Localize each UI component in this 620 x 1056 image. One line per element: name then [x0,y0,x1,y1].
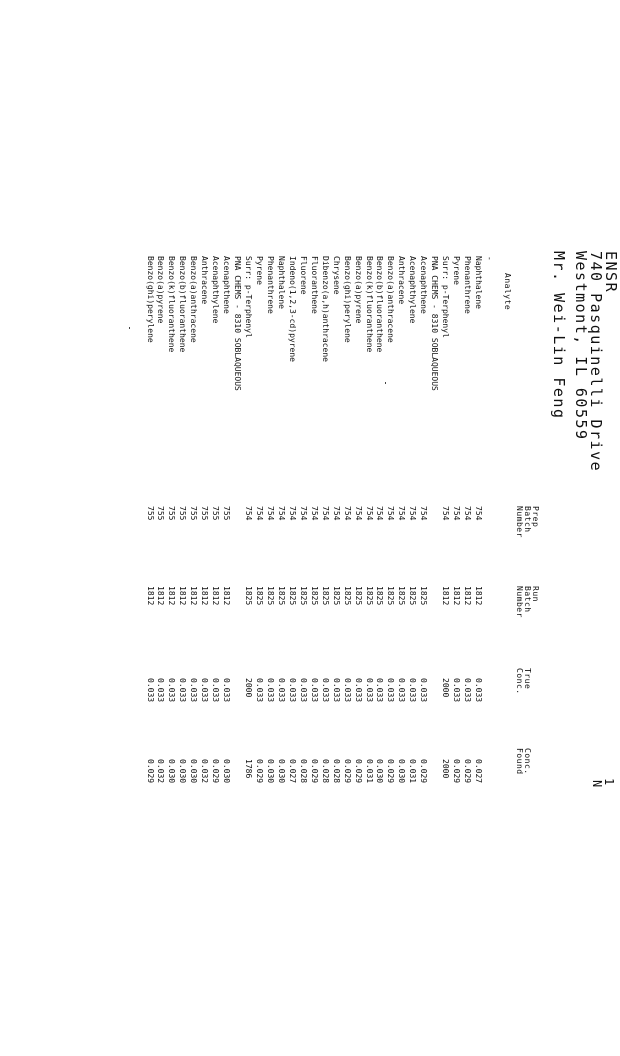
row-true-conc: 0.033 [189,678,199,703]
row-analyte: Anthracene [200,256,210,305]
row-conc-found: 0.029 [342,759,352,784]
table-row [221,256,231,1056]
row-prep-batch: 755 [167,506,177,521]
table-row [462,256,472,1056]
row-analyte: Pyrene [255,256,265,285]
row-conc-found: 2000 [441,759,451,779]
row-conc-found: 0.029 [211,759,221,784]
row-prep-batch: 754 [244,506,254,521]
row-prep-batch: 754 [408,506,418,521]
row-analyte: Benzo(ghi)perylene [342,256,352,343]
row-true-conc: 0.033 [287,678,297,703]
row-prep-batch: 754 [375,506,385,521]
table-row [232,256,242,1056]
header-run-line1: Run [531,586,540,602]
table-row [188,256,198,1056]
table-row [145,256,155,1056]
row-conc-found: 0.030 [266,759,275,784]
row-conc-found: 0.029 [452,759,462,784]
table-row [331,256,341,1056]
row-analyte: Acenaphthene [419,256,429,314]
row-analyte: Benzo(b)fluoranthene [178,256,188,353]
row-true-conc: 0.033 [364,678,374,703]
row-analyte: Dibenzo(a,h)anthracene [320,256,330,362]
row-true-conc: 0.033 [156,678,166,703]
row-run-batch: 1825 [342,586,352,606]
table-row [418,256,428,1056]
table-row [276,256,286,1056]
header-run-line2: Batch [523,586,532,613]
row-prep-batch: 754 [309,506,319,521]
row-run-batch: 1825 [255,586,265,606]
table-row [309,256,319,1056]
row-analyte: PNA CHEMS - 8310 SOBLAQUEOUS [233,256,243,391]
table-body [0,256,618,796]
row-conc-found: 1786 [244,759,254,779]
row-run-batch: 1825 [375,586,385,606]
row-conc-found: 0.027 [474,759,484,784]
row-conc-found: 0.032 [200,759,210,784]
table-row [440,256,450,1056]
row-run-batch: 1812 [156,586,166,606]
row-run-batch: 1812 [167,586,177,606]
row-true-conc: 0.033 [298,678,308,703]
row-conc-found: 0.028 [331,759,341,784]
row-run-batch: 1812 [145,586,155,606]
row-prep-batch: 754 [353,506,363,521]
row-conc-found: 0.030 [277,759,286,784]
table-row [298,256,308,1056]
row-prep-batch: 755 [189,506,199,521]
row-conc-found: 0.028 [320,759,330,784]
row-analyte: Benzo(a)anthracene [189,256,199,343]
row-prep-batch: 754 [277,506,286,521]
row-true-conc: 0.033 [309,678,319,703]
row-true-conc: 0.033 [474,678,484,703]
row-true-conc: 0.033 [178,678,188,703]
row-true-conc: 0.033 [331,678,341,703]
row-run-batch: 1825 [287,586,297,606]
row-conc-found: 0.027 [287,759,297,784]
company-name: ENSR [602,251,620,294]
row-conc-found: 0.029 [386,759,396,784]
row-run-batch: 1825 [309,586,319,606]
row-prep-batch: 754 [419,506,429,521]
row-prep-batch: 754 [463,506,473,521]
row-analyte: Benzo(ghi)perylene [145,256,155,343]
row-conc-found: 0.029 [255,759,265,784]
row-true-conc: 2000 [441,678,451,698]
scan-speck [129,327,130,329]
row-analyte: Benzo(k)fluoranthene [167,256,177,353]
row-run-batch: 1812 [222,586,232,606]
table-row [429,256,439,1056]
row-run-batch: 1825 [277,586,286,606]
recipient-name: Mr. Wei-Lin Feng [550,251,568,420]
row-run-batch: 1825 [397,586,407,606]
row-analyte: Surr: p-Terphenyl [441,256,451,338]
row-prep-batch: 754 [320,506,330,521]
row-conc-found: 0.030 [375,759,385,784]
table-row [451,256,461,1056]
row-true-conc: 0.033 [320,678,330,703]
header-true-line2: Conc. [515,668,524,695]
row-conc-found: 0.028 [298,759,308,784]
row-conc-found: 0.030 [189,759,199,784]
row-run-batch: 1825 [419,586,429,606]
row-prep-batch: 754 [266,506,275,521]
row-true-conc: 0.033 [222,678,232,703]
table-row [484,256,494,1056]
row-run-batch: 1825 [320,586,330,606]
row-run-batch: 1825 [266,586,275,606]
row-true-conc: 0.033 [408,678,418,703]
row-run-batch: 1825 [298,586,308,606]
row-run-batch: 1825 [353,586,363,606]
row-analyte: Fluorene [298,256,308,295]
table-row [353,256,363,1056]
row-analyte: Surr: p-Terphenyl [244,256,254,338]
header-analyte: Analyte [503,273,512,311]
row-prep-batch: 754 [441,506,451,521]
table-row [167,256,177,1056]
row-true-conc: 0.033 [452,678,462,703]
row-true-conc: 0.033 [277,678,286,703]
row-analyte: Acenaphthene [222,256,232,314]
row-run-batch: 1825 [408,586,418,606]
table-row [407,256,417,1056]
row-analyte: Benzo(a)anthracene [386,256,396,343]
row-analyte: Naphthalene [474,256,484,309]
table-row [385,256,395,1056]
row-true-conc: 0.033 [463,678,473,703]
row-prep-batch: 754 [298,506,308,521]
row-conc-found: 0.031 [408,759,418,784]
table-row [199,256,209,1056]
table-row [156,256,166,1056]
row-run-batch: 1812 [189,586,199,606]
row-analyte: Fluoranthene [309,256,319,314]
row-prep-batch: 755 [211,506,221,521]
row-run-batch: 1812 [200,586,210,606]
row-prep-batch: 755 [178,506,188,521]
row-true-conc: 0.033 [386,678,396,703]
row-true-conc: 0.033 [167,678,177,703]
row-run-batch: 1825 [364,586,374,606]
row-run-batch: 1825 [244,586,254,606]
row-conc-found: 0.030 [222,759,232,784]
row-prep-batch: 754 [452,506,462,521]
page-number: 1 [602,778,616,786]
row-run-batch: 1825 [331,586,341,606]
row-true-conc: 2000 [244,678,254,698]
row-analyte: Phenanthrene [463,256,473,314]
row-conc-found: 0.030 [167,759,177,784]
row-prep-batch: 754 [287,506,297,521]
row-prep-batch: 755 [222,506,232,521]
row-true-conc: 0.033 [145,678,155,703]
row-true-conc: 0.033 [266,678,275,703]
header-found-line1: Conc. [523,748,532,775]
row-run-batch: 1812 [474,586,484,606]
row-analyte: Benzo(a)pyrene [156,256,166,324]
row-prep-batch: 754 [397,506,407,521]
row-analyte: Pyrene [452,256,462,285]
table-row [396,256,406,1056]
street-address: 740 Pasquinelli Drive [587,251,605,473]
table-row [210,256,220,1056]
row-analyte: Naphthalene [277,256,286,309]
row-run-batch: 1812 [211,586,221,606]
row-prep-batch: 754 [474,506,484,521]
row-true-conc: 0.033 [255,678,265,703]
row-analyte: Benzo(k)fluoranthene [364,256,374,353]
row-true-conc: 0.033 [200,678,210,703]
row-true-conc: 0.033 [419,678,429,703]
header-prep-line1: Prep [531,506,540,528]
table-row [265,256,275,1056]
row-conc-found: 0.030 [178,759,188,784]
row-run-batch: 1825 [386,586,396,606]
table-row [342,256,352,1056]
row-prep-batch: 754 [255,506,265,521]
row-run-batch: 1812 [463,586,473,606]
row-true-conc: 0.033 [353,678,363,703]
row-conc-found: 0.032 [156,759,166,784]
header-found-line2: Found [515,748,524,775]
row-prep-batch: 755 [156,506,166,521]
row-conc-found: 0.029 [463,759,473,784]
table-row [375,256,385,1056]
row-prep-batch: 754 [386,506,396,521]
row-true-conc: 0.033 [375,678,385,703]
row-conc-found: 0.030 [397,759,407,784]
header-prep-line3: Number [515,506,524,538]
row-conc-found: 0.029 [145,759,155,784]
row-analyte: Acenaphthylene [211,256,221,324]
table-row [177,256,187,1056]
table-row [243,256,253,1056]
corner-mark: N [590,780,604,788]
row-analyte: Phenanthrene [266,256,275,314]
row-true-conc: 0.033 [397,678,407,703]
row-analyte: Chrysene [331,256,341,295]
row-true-conc: 0.033 [342,678,352,703]
row-prep-batch: 755 [145,506,155,521]
row-conc-found: 0.029 [309,759,319,784]
row-prep-batch: 754 [331,506,341,521]
row-prep-batch: 755 [200,506,210,521]
header-run-line3: Number [515,586,524,618]
row-conc-found: 0.031 [364,759,374,784]
row-run-batch: 1812 [452,586,462,606]
row-conc-found: 0.029 [419,759,429,784]
header-prep-line2: Batch [523,506,532,533]
scan-speck [385,382,386,384]
row-analyte: PNA CHEMS - 8310 SOBLAQUEOUS [430,256,440,391]
table-row [473,256,483,1056]
row-analyte: Indeno(1,2,3-cd)pyrene [287,256,297,362]
header-true-line1: True [523,668,532,690]
table-row [254,256,264,1056]
row-analyte: Acenaphthylene [408,256,418,324]
table-row [320,256,330,1056]
table-row [364,256,374,1056]
row-prep-batch: 754 [364,506,374,521]
row-conc-found: 0.029 [353,759,363,784]
city-address: Westmont, IL 60559 [572,251,590,441]
row-analyte: Benzo(b)fluoranthene [375,256,385,353]
row-analyte: Anthracene [397,256,407,305]
row-run-batch: 1812 [441,586,451,606]
row-prep-batch: 754 [342,506,352,521]
row-true-conc: 0.033 [211,678,221,703]
row-analyte: Benzo(a)pyrene [353,256,363,324]
table-row [287,256,297,1056]
row-analyte: - [485,256,494,261]
row-run-batch: 1812 [178,586,188,606]
